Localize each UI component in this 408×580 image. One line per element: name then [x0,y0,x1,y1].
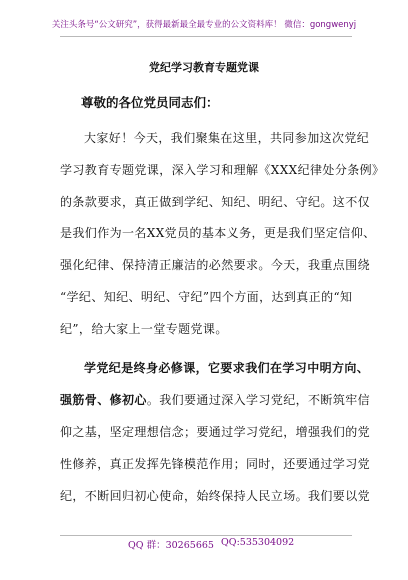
section-text: 。我们要通过深入学习党纪，不断筑牢信 [146,393,371,407]
section-line: 纪，不断回归初心使命，始终保持人民立场。我们要以党 [60,489,371,503]
header-divider [60,36,352,37]
paragraph-line: 纪”，给大家上一堂专题党课。 [60,322,228,336]
header-notice: 关注头条号“公文研究”，获得最新最全最专业的公文资料库！ 微信：gongwenyj [51,20,357,30]
section-line: 性修养，真正发挥先锋模范作用；同时，还要通过学习党 [60,457,371,471]
section-heading: 学党纪是终身必修课，它要求我们在学习中明方向、 [84,361,370,375]
paragraph-line: 大家好！今天，我们聚集在这里，共同参加这次党纪 [84,131,370,145]
footer-qq-group: QQ 群：30265665 [128,540,214,551]
paragraph-line: 强化纪律、保持清正廉洁的必然要求。今天，我重点围绕 [60,258,371,272]
page-title: 党纪学习教育专题党课 [149,61,259,74]
footer-divider [60,535,352,536]
section-line: 仰之基，坚定理想信念；要通过学习党纪，增强我们的党 [60,425,371,439]
salutation: 尊敬的各位党员同志们： [81,95,219,110]
section-heading-emphasis: 强筋骨、修初心 [60,393,147,407]
paragraph-line: “学纪、知纪、明纪、守纪”四个方面，达到真正的“知 [60,290,353,304]
paragraph-line: 学习教育专题党课，深入学习和理解《XXX纪律处分条例》 [60,163,385,177]
footer-qq-contact: QQ:535304092 [221,537,295,548]
paragraph-line: 的条款要求，真正做到学纪、知纪、明纪、守纪。这不仅 [60,195,371,209]
section-line [60,391,370,408]
paragraph-line: 是我们作为一名XX党员的基本义务，更是我们坚定信仰、 [60,226,376,240]
